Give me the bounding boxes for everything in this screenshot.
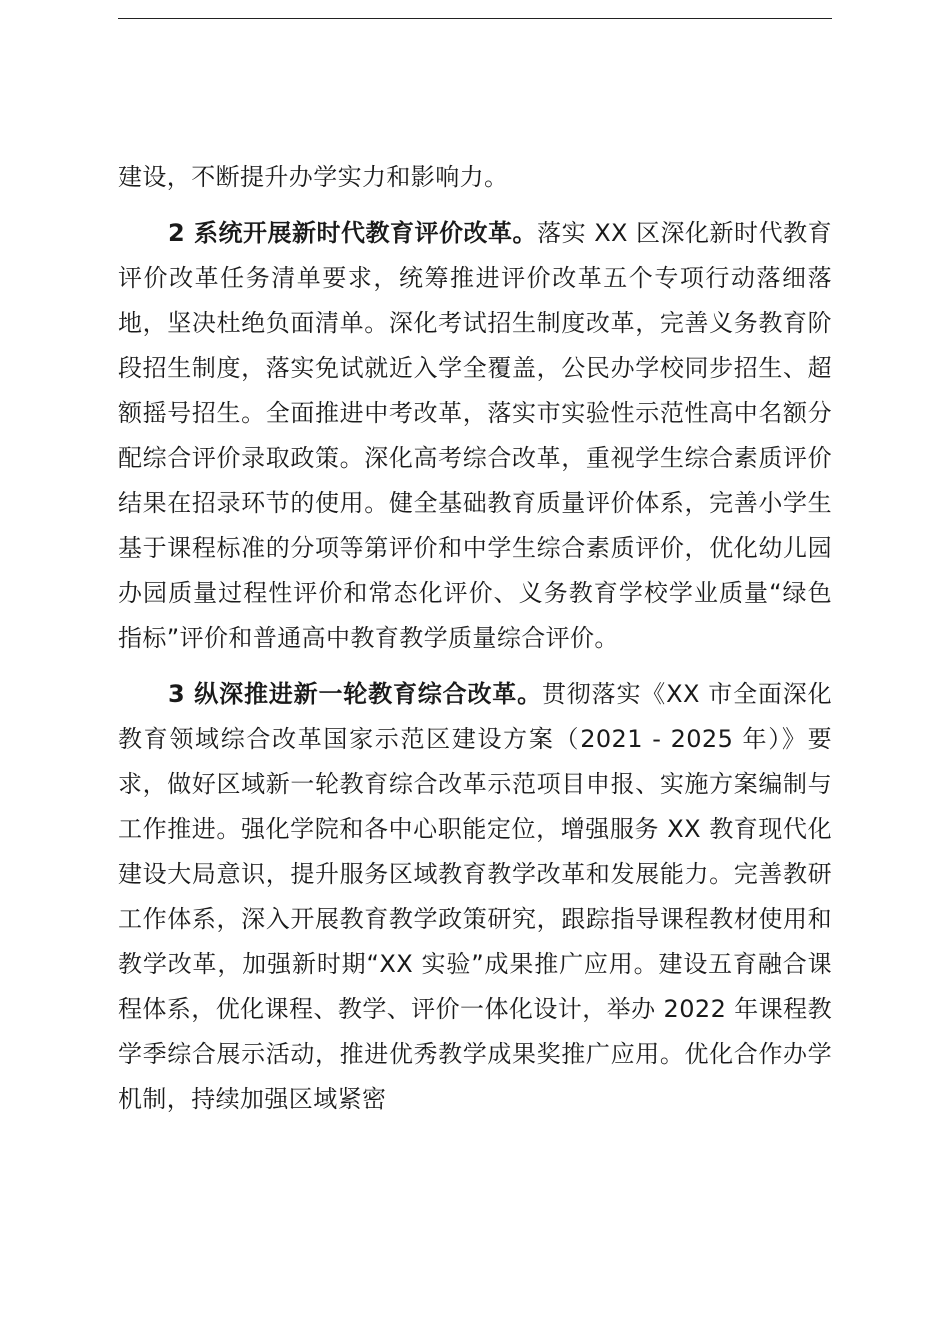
paragraph-item-3 (118, 672, 832, 1122)
paragraph-continuation (118, 155, 832, 200)
paragraph-lead: 2 系统开展新时代教育评价改革。 (168, 219, 538, 247)
paragraph-text: 贯彻落实《XX 市全面深化教育领域综合改革国家示范区建设方案（2021 - 2025 年）》要求，做好区域新一轮教育综合改革示范项目申报、实施方案编制与工作推进。强化学院和各中心职能定位，增强服务 XX 教育现代化建设大局意识，提升服务区域教育教学改革和发展能力。完善教研工作体系，深入开展教育教学政策研究，跟踪指导课程教材使用和教学改革，加强新时期“XX 实验”成果推广应用。建设五育融合课程体系，优化课程、教学、评价一体化设计，举办 2022 年课程教学季综合展示活动，推进优秀教学成果奖推广应用。优化合作办学机制，持续加强区域紧密 (118, 680, 832, 1113)
document-body (118, 155, 832, 1133)
paragraph-lead: 3 纵深推进新一轮教育综合改革。 (168, 680, 542, 708)
paragraph-item-2 (118, 211, 832, 661)
paragraph-text: 建设，不断提升办学实力和影响力。 (118, 163, 509, 191)
paragraph-text: 落实 XX 区深化新时代教育评价改革任务清单要求，统筹推进评价改革五个专项行动落细落地，坚决杜绝负面清单。深化考试招生制度改革，完善义务教育阶段招生制度，落实免试就近入学全覆盖，公民办学校同步招生、超额摇号招生。全面推进中考改革，落实市实验性示范性高中名额分配综合评价录取政策。深化高考综合改革，重视学生综合素质评价结果在招录环节的使用。健全基础教育质量评价体系，完善小学生基于课程标准的分项等第评价和中学生综合素质评价，优化幼儿园办园质量过程性评价和常态化评价、义务教育学校学业质量“绿色指标”评价和普通高中教育教学质量综合评价。 (118, 219, 832, 652)
header-rule (118, 18, 832, 19)
